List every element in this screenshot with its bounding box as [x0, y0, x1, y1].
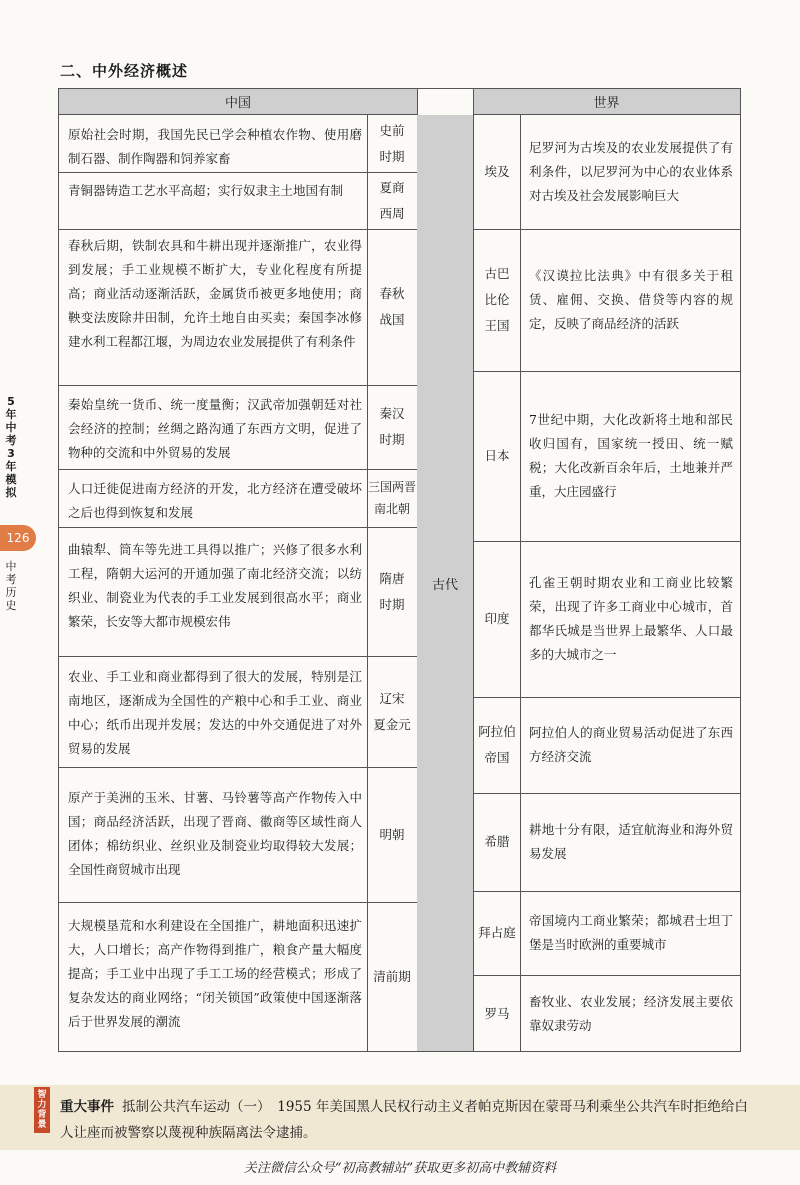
china-row-period: 三国两晋 南北朝: [368, 480, 417, 516]
china-row-period: 清前期: [373, 969, 411, 984]
world-row-text: 阿拉伯人的商业贸易活动促进了东西方经济交流: [529, 725, 733, 764]
world-row-text: 《汉谟拉比法典》中有很多关于租赁、雇佣、交换、借贷等内容的规定，反映了商品经济的活跃: [529, 268, 733, 331]
china-row-text: 大规模垦荒和水利建设在全国推广，耕地面积迅速扩大，人口增长；高产作物得到推广，粮食产量大幅度提高；手工业中出现了手工工场的经营模式；形成了复杂发达的商业网络；“闭关锁国”政策使中国逐渐落后于世界发展的潮流: [68, 918, 362, 1029]
world-row-country: 印度: [484, 611, 510, 626]
major-event: [60, 1094, 760, 1146]
header-china: 中国: [59, 89, 417, 115]
china-row-period: 春秋 战国: [379, 286, 405, 327]
world-row-text: 帝国境内工商业繁荣；都城君士坦丁堡是当时欧洲的重要城市: [529, 913, 733, 952]
section-title: 二、中外经济概述: [60, 62, 189, 80]
china-row-period: 夏商 西周: [379, 179, 405, 221]
header-world: 世界: [473, 89, 740, 115]
china-row-text: 春秋后期，铁制农具和牛耕出现并逐渐推广，农业得到发展；手工业规模不断扩大，专业化程度有所提高；商业活动逐渐活跃，金属货币被更多地使用；商鞅变法废除井田制，允许土地自由买卖；秦国李冰修建水利工程都江堰，为周边农业发展提供了有利条件: [68, 238, 362, 349]
world-row-text: 畜牧业、农业发展；经济发展主要依靠奴隶劳动: [529, 993, 733, 1033]
world-row-country: 日本: [484, 448, 510, 463]
page-number: 126: [0, 525, 36, 551]
book-title: 5年中考3年模拟: [5, 395, 17, 499]
world-row-country: 埃及: [484, 164, 510, 179]
china-row-period: 秦汉 时期: [379, 406, 405, 447]
world-row-country: 希腊: [484, 834, 510, 849]
china-row-text: 人口迁徙促进南方经济的开发，北方经济在遭受破坏之后也得到恢复和发展: [68, 481, 362, 520]
event-text: 抵制公共汽车运动（一） 1955 年美国黑人民权行动主义者帕克斯因在蒙哥马利乘坐公共汽车时拒绝给白人让座而被警察以蔑视种族隔离法令逮捕。: [60, 1099, 748, 1141]
world-row-country: 阿拉伯 帝国: [478, 724, 516, 765]
china-row-text: 原始社会时期，我国先民已学会种植农作物、使用磨制石器、制作陶器和饲养家畜: [68, 127, 362, 166]
china-row-text: 青铜器铸造工艺水平高超；实行奴隶主土地国有制: [68, 183, 344, 198]
china-row-text: 农业、手工业和商业都得到了很大的发展，特别是江南地区，逐渐成为全国性的产粮中心和手工业、商业中心；纸币出现并发展；发达的中外交通促进了对外贸易的发展: [68, 669, 362, 756]
china-row-period: 辽宋 夏金元: [373, 690, 411, 732]
world-row-text: 耕地十分有限，适宜航海业和海外贸易发展: [529, 822, 733, 861]
world-row-country: 罗马: [484, 1005, 510, 1021]
world-row-country: 拜占庭: [478, 925, 516, 940]
china-row-period: 隋唐 时期: [379, 570, 405, 612]
wisdom-tag: 智力背景: [34, 1087, 50, 1133]
event-label: 重大事件: [60, 1099, 114, 1115]
subject-label: 中考历史: [5, 560, 17, 612]
world-row-text: 孔雀王朝时期农业和工商业比较繁荣，出现了许多工商业中心城市，首都华氏城是当世界上最繁华、人口最多的大城市之一: [529, 575, 733, 662]
china-row-period: 史前 时期: [379, 122, 405, 164]
china-row-period: 明朝: [379, 826, 405, 842]
china-row-text: 秦始皇统一货币、统一度量衡；汉武帝加强朝廷对社会经济的控制；丝绸之路沟通了东西方文明，促进了物种的交流和中外贸易的发展: [68, 397, 362, 460]
china-row-text: 原产于美洲的玉米、甘薯、马铃薯等高产作物传入中国；商品经济活跃，出现了晋商、徽商等区域性商人团体；棉纺织业、丝织业及制瓷业均取得较大发展；全国性商贸城市出现: [68, 790, 362, 877]
world-row-country: 古巴 比伦 王国: [484, 266, 510, 333]
economy-table: [58, 88, 741, 1052]
world-row-text: 尼罗河为古埃及的农业发展提供了有利条件，以尼罗河为中心的农业体系对古埃及社会发展影响巨大: [529, 140, 733, 203]
world-row-text: 7世纪中期，大化改新将土地和部民收归国有，国家统一授田、统一赋税；大化改新百余年后，土地兼并严重，大庄园盛行: [529, 412, 733, 499]
watermark: 关注微信公众号“初高教辅站”获取更多初高中教辅资料: [243, 1161, 557, 1176]
era-ancient: 古代: [417, 115, 473, 1051]
china-row-text: 曲辕犁、筒车等先进工具得以推广；兴修了很多水利工程，隋朝大运河的开通加强了南北经济交流；以纺织业、制瓷业为代表的手工业发展到很高水平；商业繁荣，长安等大都市规模宏伟: [68, 542, 362, 629]
